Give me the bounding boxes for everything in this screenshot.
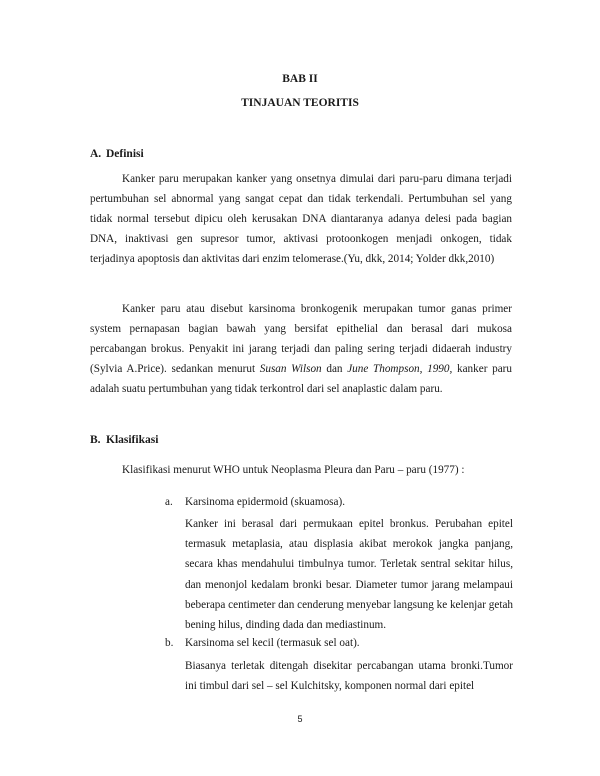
definition-paragraph-2-text-a: Kanker paru atau disebut karsinoma bronkogenik merupakan tumor ganas primer system pernapasan bagian bawah yang bersifat epithelial dan berasal dari mukosa percabangan brokus. Penyakit ini jarang terjadi dan paling sering terjadi didaerah industry (Sylvia A.Price). sedankan menurut	[90, 303, 512, 375]
author-susan-wilson: Susan Wilson	[259, 362, 322, 375]
definition-paragraph-1-text: Kanker paru merupakan kanker yang onsetnya dimulai dari paru-paru dimana terjadi pertumbuhan sel abnormal yang sangat cepat dan tidak terkendali. Pertumbuhan sel yang tidak normal tersebut dipicu oleh kerusakan DNA diantaranya adanya delesi pada bagian DNA, inaktivasi gen supresor tumor, aktivasi protoonkogen menjadi onkogen, tidak terjadinya apoptosis dan aktivitas dari enzim telomerase.(Yu, dkk, 2014; Yolder dkk,2010)	[90, 173, 512, 265]
page-number: 5	[297, 714, 303, 724]
definition-paragraph-2	[90, 300, 512, 400]
list-item-title: Karsinoma sel kecil (termasuk sel oat).	[185, 637, 360, 649]
list-item-letter: a.	[165, 496, 173, 508]
list-item-body: Biasanya terletak ditengah disekitar percabangan utama bronki.Tumor ini timbul dari sel – sel Kulchitsky, komponen normal dari epitel	[185, 660, 513, 693]
section-b-heading	[90, 434, 158, 446]
list-item-body: Kanker ini berasal dari permukaan epitel bronkus. Perubahan epitel termasuk metaplasia, atau displasia akibat merokok jangka panjang, secara khas mendahului timbulnya tumor. Terletak sentral sekitar hilus, dan menonjol kedalam bronki besar. Diameter tumor jarang melampaui beberapa centimeter dan cenderung menyebar langsung ke kelenjar getah bening hilus, dinding dada dan mediastinum.	[185, 518, 514, 632]
definition-paragraph-1	[90, 170, 512, 270]
list-item-title: Karsinoma epidermoid (skuamosa).	[185, 496, 346, 508]
section-a-heading	[90, 148, 144, 160]
definition-paragraph-2-connector: dan	[321, 362, 348, 375]
classification-intro: Klasifikasi menurut WHO untuk Neoplasma Pleura dan Paru – paru (1977) :	[122, 464, 465, 476]
section-a-letter: A.	[90, 148, 102, 160]
list-item-letter: b.	[165, 637, 174, 649]
chapter-label: BAB II	[282, 73, 318, 85]
section-b-letter: B.	[90, 434, 101, 446]
section-a-title: Definisi	[106, 148, 144, 160]
definition-paragraph-2-text-b: kanker paru adalah suatu pertumbuhan yang tidak terkontrol dari sel anaplastic dalam paru.	[90, 362, 512, 395]
chapter-title: TINJAUAN TEORITIS	[241, 97, 359, 109]
section-b-title: Klasifikasi	[106, 434, 159, 446]
author-june-thompson: June Thompson, 1990,	[347, 362, 453, 375]
